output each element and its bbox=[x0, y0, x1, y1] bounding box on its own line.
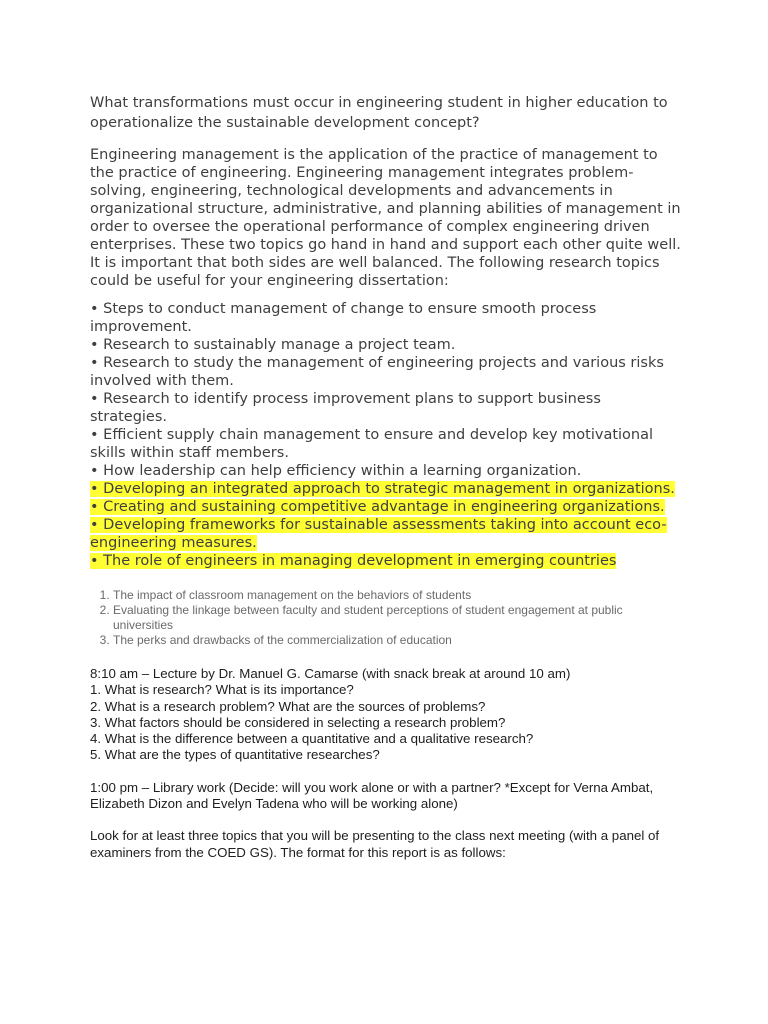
lecture-question: 2. What is a research problem? What are the sources of problems? bbox=[90, 698, 486, 714]
closing-paragraph: Look for at least three topics that you will be presenting to the class next meeting (with a panel of examiners from the COED GS). The format for this report is as follows: bbox=[90, 828, 660, 860]
lecture-heading: 8:10 am – Lecture by Dr. Manuel G. Camarse (with snack break at around 10 am) bbox=[90, 666, 571, 681]
numbered-topic: 3. The perks and drawbacks of the commercialization of education bbox=[113, 633, 682, 648]
bullet-item: • Efficient supply chain management to ensure and develop key motivational skills within staff members. bbox=[90, 427, 654, 461]
question-heading: What transformations must occur in engineering student in higher education to operationalize the sustainable development concept? bbox=[90, 95, 668, 131]
lecture-section bbox=[90, 666, 682, 764]
bullet-item-highlighted: • The role of engineers in managing development in emerging countries bbox=[90, 553, 617, 569]
intro-paragraph: Engineering management is the application of the practice of management to the practice of engineering. Engineering management integrates problem-solving, engineering, technological developments and advancements in organizational structure, administrative, and planning abilities of management in order to oversee the operational performance of complex engineering driven enterprises. These two topics go hand in hand and support each other quite well. It is important that both sides are well balanced. The following research topics could be useful for your engineering dissertation: bbox=[90, 147, 681, 289]
lecture-question: 5. What are the types of quantitative researches? bbox=[90, 747, 380, 763]
bullet-item: • Research to sustainably manage a project team. bbox=[90, 337, 456, 353]
numbered-topic: 1. The impact of classroom management on the behaviors of students bbox=[113, 588, 682, 603]
lecture-question: 1. What is research? What is its importance? bbox=[90, 682, 354, 698]
document-page bbox=[90, 93, 682, 877]
numbered-topic: 2. Evaluating the linkage between faculty and student perceptions of student engagement at public universities bbox=[113, 603, 682, 633]
bullet-item: • Research to identify process improvement plans to support business strategies. bbox=[90, 391, 601, 425]
bullet-item: • How leadership can help efficiency within a learning organization. bbox=[90, 463, 582, 479]
lecture-question: 4. What is the difference between a quantitative and a qualitative research? bbox=[90, 731, 534, 747]
bullet-item-highlighted: • Creating and sustaining competitive advantage in engineering organizations. bbox=[90, 499, 665, 515]
bullet-item: • Steps to conduct management of change to ensure smooth process improvement. bbox=[90, 301, 597, 335]
bullet-item-highlighted: • Developing frameworks for sustainable assessments taking into account eco-engineering measures. bbox=[90, 517, 667, 551]
research-topics-list bbox=[90, 300, 682, 570]
numbered-topics-list bbox=[90, 588, 682, 648]
lecture-question: 3. What factors should be considered in selecting a research problem? bbox=[90, 714, 506, 730]
library-note: 1:00 pm – Library work (Decide: will you work alone or with a partner? *Except for Verna Ambat, Elizabeth Dizon and Evelyn Tadena who will be working alone) bbox=[90, 779, 654, 812]
bullet-item-highlighted: • Developing an integrated approach to strategic management in organizations. bbox=[90, 481, 675, 497]
bullet-item: • Research to study the management of engineering projects and various risks involved with them. bbox=[90, 355, 664, 389]
